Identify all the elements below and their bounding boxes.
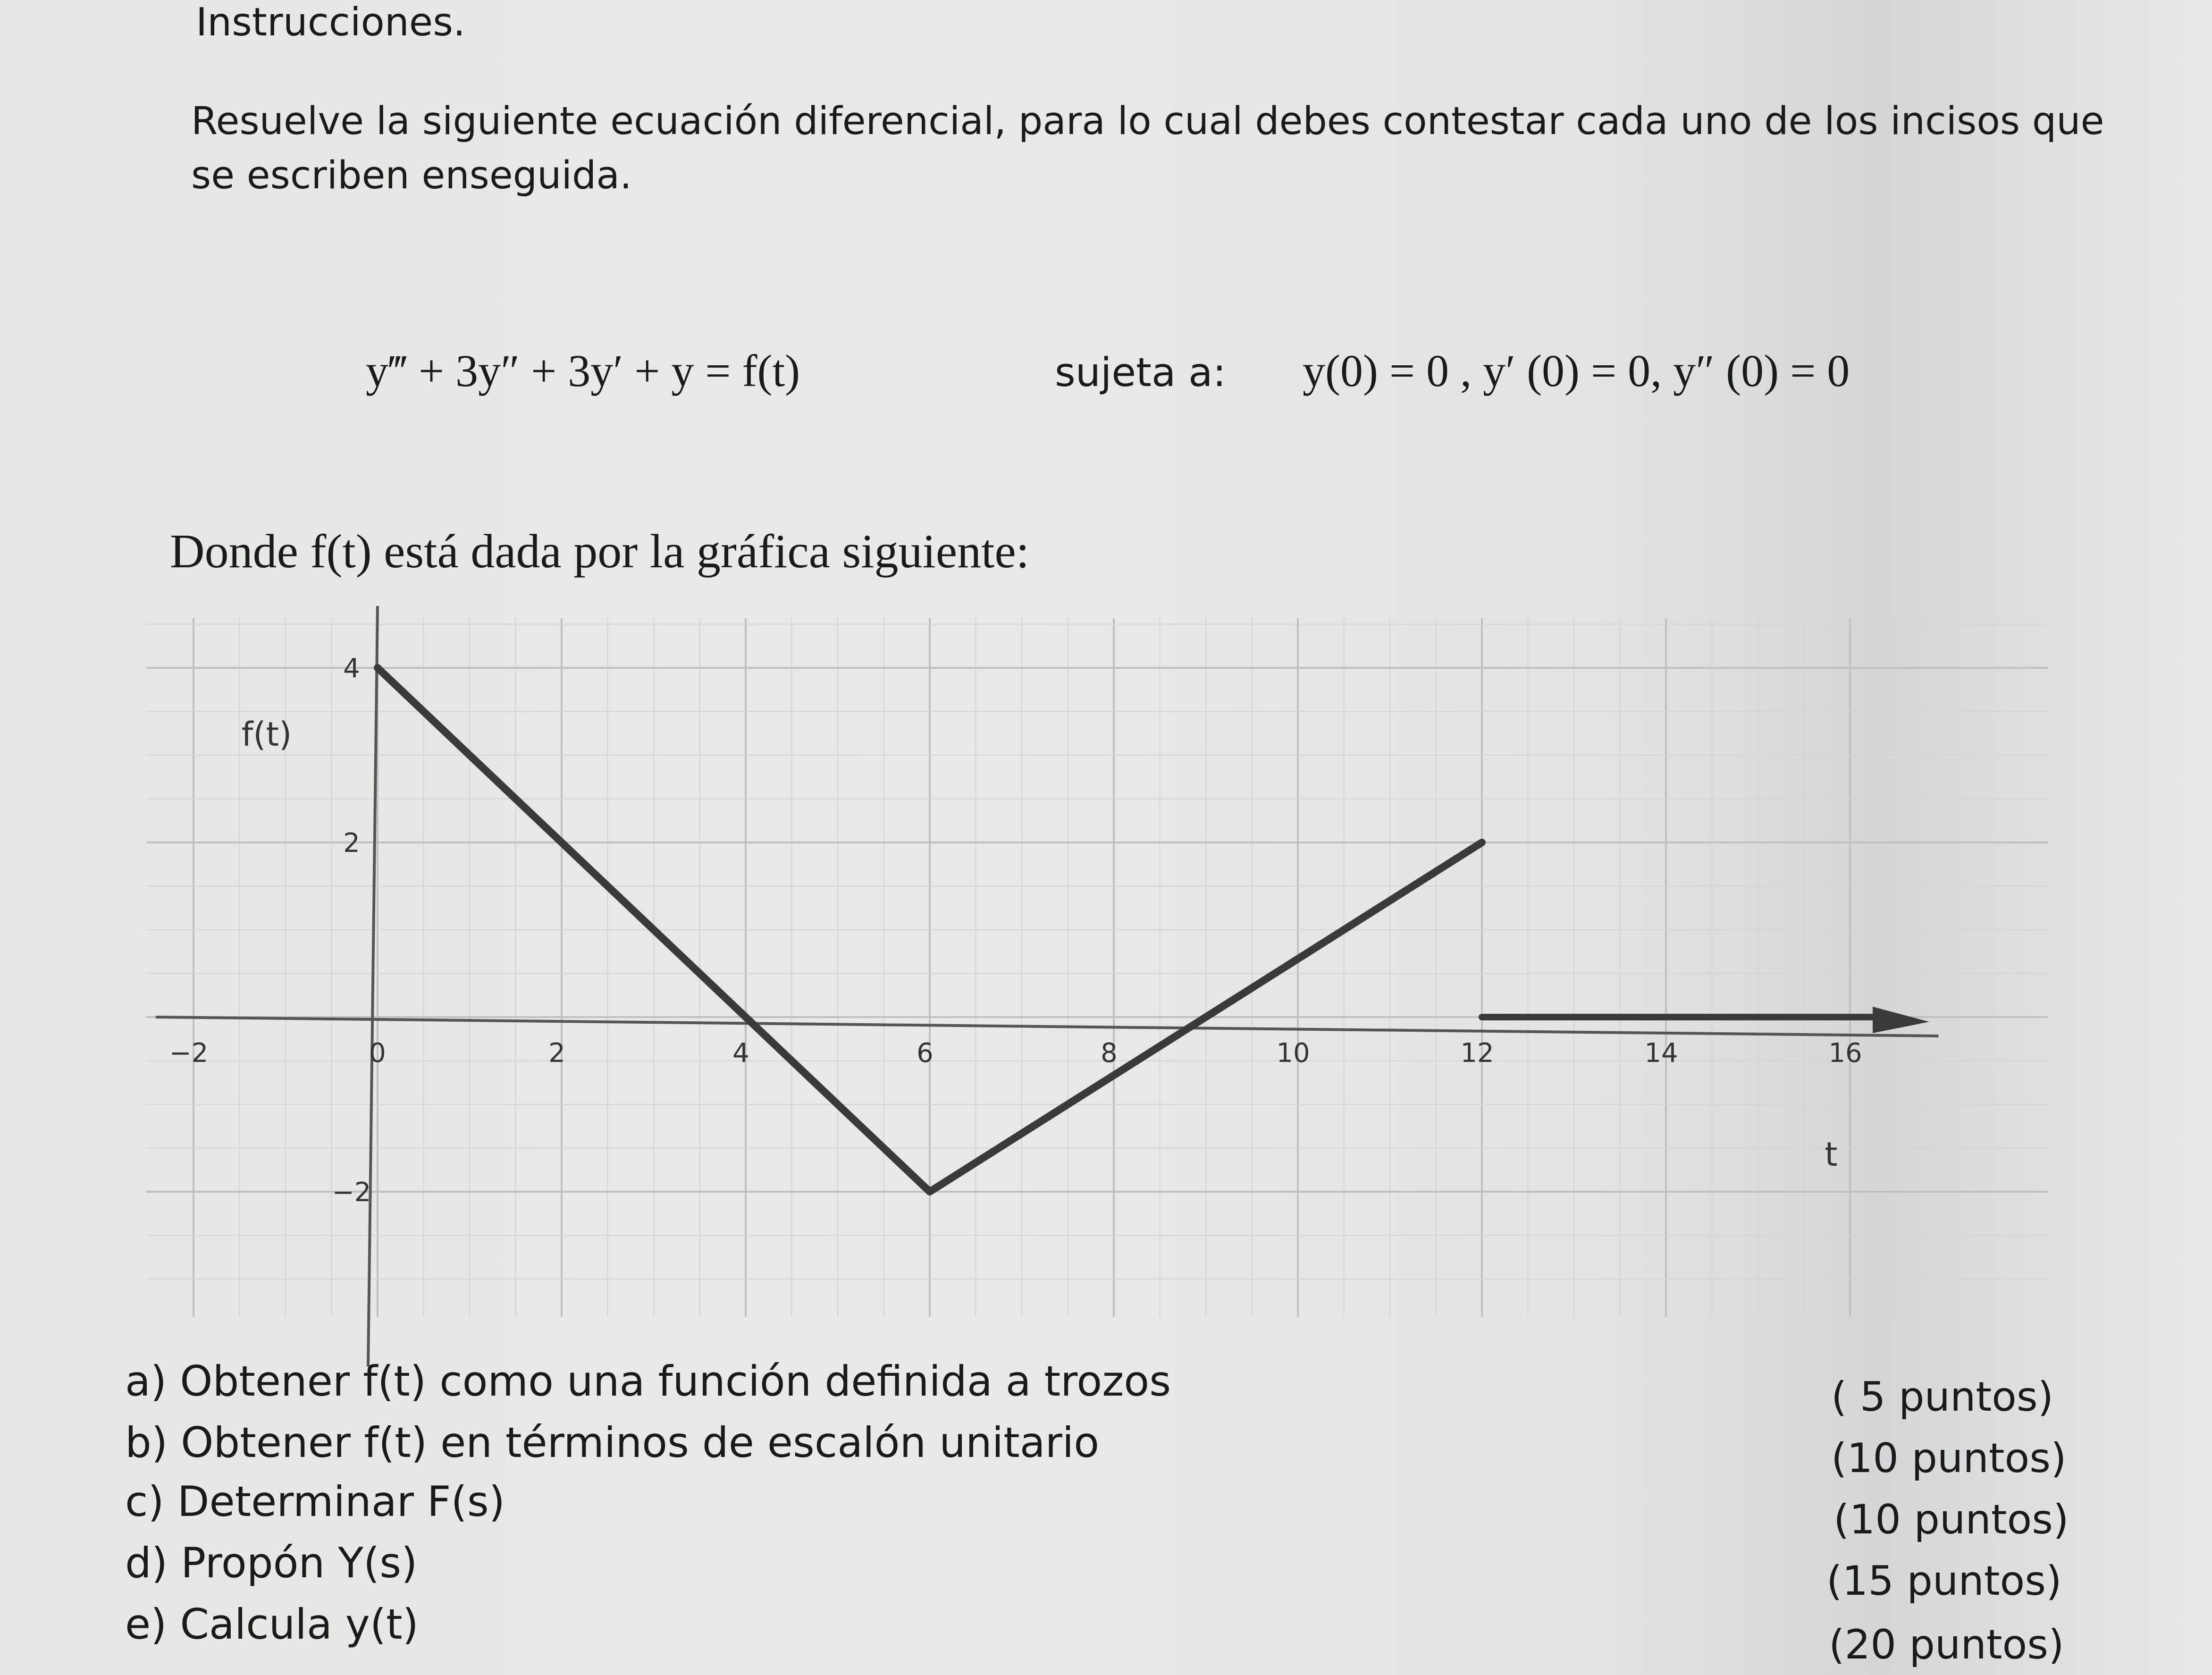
x-tick-label: 10 (1276, 1038, 1310, 1069)
y-axis-label: f(t) (241, 715, 292, 754)
question-d: d) Propón Y(s) (125, 1539, 418, 1587)
subject-label: sujeta a: (1055, 349, 1226, 396)
y-axis (368, 606, 378, 1367)
points-a: ( 5 puntos) (1831, 1373, 2054, 1421)
x-tick-label: 16 (1828, 1038, 1862, 1069)
y-tick-label: 2 (343, 828, 360, 859)
points-d: (15 puntos) (1826, 1557, 2062, 1605)
intro-line-1: Resuelve la siguiente ecuación diferencial, para lo cual debes contestar cada uno de los incisos que (191, 99, 2104, 143)
question-b: b) Obtener f(t) en términos de escalón unitario (125, 1418, 1100, 1467)
x-tick-label: 6 (917, 1038, 934, 1069)
x-axis-label: t (1825, 1135, 1838, 1174)
points-b: (10 puntos) (1831, 1435, 2067, 1482)
x-tick-label: 14 (1644, 1038, 1678, 1069)
initial-conditions: y(0) = 0 , y′ (0) = 0, y″ (0) = 0 (1303, 345, 1850, 396)
graph-caption: Donde f(t) está dada por la gráfica siguiente: (170, 525, 1030, 578)
heading: Instrucciones. (196, 0, 466, 45)
differential-equation: y‴ + 3y″ + 3y′ + y = f(t) (366, 345, 800, 396)
y-tick-label: 4 (343, 653, 360, 684)
y-tick-label: −2 (332, 1177, 371, 1208)
x-tick-label: 4 (732, 1038, 749, 1069)
x-tick-label: 12 (1460, 1038, 1494, 1069)
points-e: (20 puntos) (1829, 1621, 2064, 1668)
points-c: (10 puntos) (1834, 1496, 2069, 1543)
x-tick-label: 2 (548, 1038, 565, 1069)
arrow-head (1873, 1007, 1929, 1033)
question-c: c) Determinar F(s) (125, 1477, 505, 1526)
x-tick-label: −2 (169, 1038, 209, 1069)
x-tick-label: 0 (369, 1038, 386, 1069)
x-tick-label: 8 (1101, 1038, 1118, 1069)
intro-line-2: se escriben enseguida. (191, 153, 632, 198)
question-a: a) Obtener f(t) como una función definida a trozos (125, 1357, 1171, 1406)
question-e: e) Calcula y(t) (125, 1600, 419, 1649)
